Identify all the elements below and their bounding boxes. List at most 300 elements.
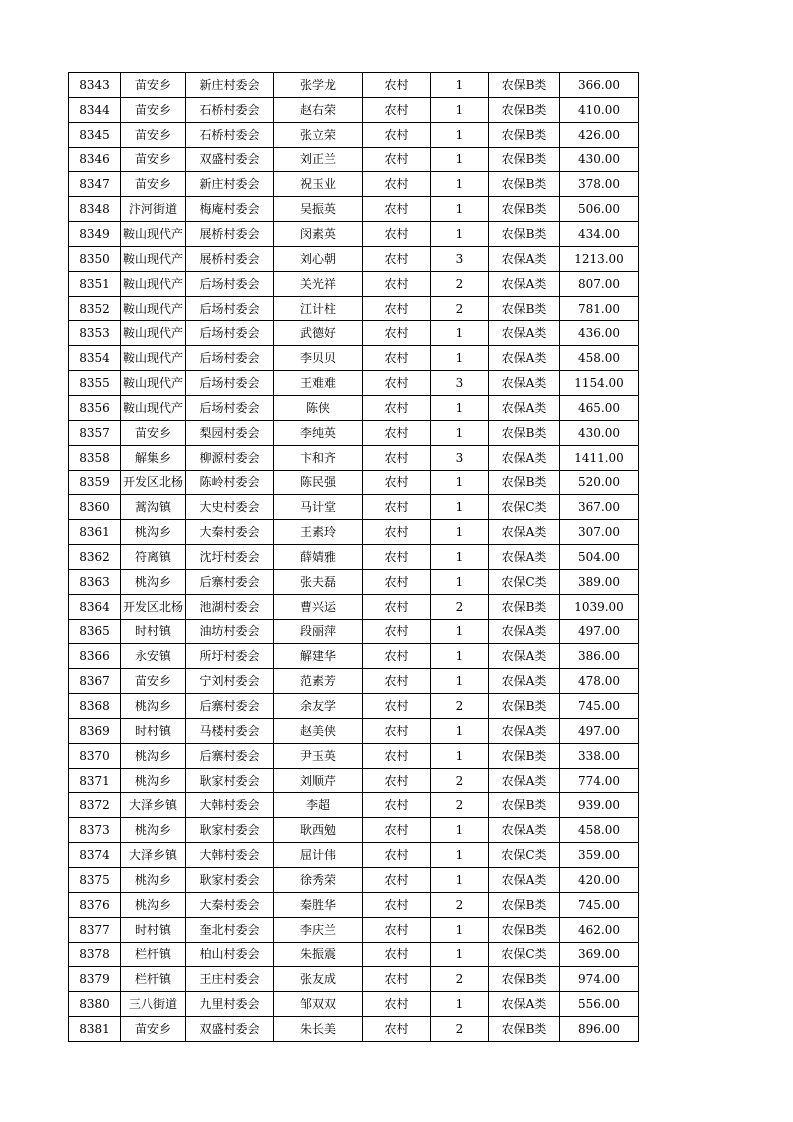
township-cell: 时村镇	[121, 718, 186, 743]
amount-cell: 366.00	[560, 73, 639, 98]
village-committee-cell: 展桥村委会	[186, 222, 274, 247]
insurance-category-cell: 农保A类	[489, 619, 560, 644]
area-type-cell: 农村	[363, 371, 431, 396]
person-name-cell: 李超	[274, 793, 363, 818]
township-cell: 栏杆镇	[121, 967, 186, 992]
village-committee-cell: 沈圩村委会	[186, 545, 274, 570]
village-committee-cell: 梅庵村委会	[186, 197, 274, 222]
person-name-cell: 武德好	[274, 321, 363, 346]
amount-cell: 420.00	[560, 868, 639, 893]
household-count-cell: 1	[431, 868, 489, 893]
amount-cell: 497.00	[560, 619, 639, 644]
township-cell: 汴河街道	[121, 197, 186, 222]
household-count-cell: 1	[431, 917, 489, 942]
person-name-cell: 秦胜华	[274, 892, 363, 917]
record-id-cell: 8372	[69, 793, 121, 818]
insurance-category-cell: 农保B类	[489, 917, 560, 942]
record-id-cell: 8375	[69, 868, 121, 893]
record-id-cell: 8367	[69, 669, 121, 694]
person-name-cell: 朱振震	[274, 942, 363, 967]
insurance-category-cell: 农保B类	[489, 694, 560, 719]
household-count-cell: 2	[431, 793, 489, 818]
amount-cell: 774.00	[560, 768, 639, 793]
table-row	[69, 917, 639, 942]
record-id-cell: 8361	[69, 520, 121, 545]
record-id-cell: 8350	[69, 246, 121, 271]
household-count-cell: 1	[431, 843, 489, 868]
household-count-cell: 2	[431, 768, 489, 793]
table-row	[69, 967, 639, 992]
insurance-category-cell: 农保A类	[489, 246, 560, 271]
area-type-cell: 农村	[363, 172, 431, 197]
area-type-cell: 农村	[363, 718, 431, 743]
person-name-cell: 邹双双	[274, 992, 363, 1017]
record-id-cell: 8368	[69, 694, 121, 719]
table-row	[69, 73, 639, 98]
insurance-category-cell: 农保B类	[489, 892, 560, 917]
record-id-cell: 8352	[69, 296, 121, 321]
table-row	[69, 395, 639, 420]
area-type-cell: 农村	[363, 569, 431, 594]
village-committee-cell: 大秦村委会	[186, 892, 274, 917]
amount-cell: 389.00	[560, 569, 639, 594]
household-count-cell: 3	[431, 371, 489, 396]
table-row	[69, 619, 639, 644]
household-count-cell: 1	[431, 743, 489, 768]
village-committee-cell: 宁刘村委会	[186, 669, 274, 694]
township-cell: 桃沟乡	[121, 569, 186, 594]
household-count-cell: 1	[431, 197, 489, 222]
village-committee-cell: 柏山村委会	[186, 942, 274, 967]
person-name-cell: 吴振英	[274, 197, 363, 222]
township-cell: 苗安乡	[121, 122, 186, 147]
person-name-cell: 王难难	[274, 371, 363, 396]
table-row	[69, 520, 639, 545]
record-id-cell: 8369	[69, 718, 121, 743]
household-count-cell: 1	[431, 992, 489, 1017]
area-type-cell: 农村	[363, 843, 431, 868]
table-row	[69, 892, 639, 917]
township-cell: 苗安乡	[121, 669, 186, 694]
insurance-category-cell: 农保B类	[489, 296, 560, 321]
amount-cell: 436.00	[560, 321, 639, 346]
household-count-cell: 1	[431, 569, 489, 594]
insurance-category-cell: 农保B类	[489, 594, 560, 619]
record-id-cell: 8344	[69, 97, 121, 122]
area-type-cell: 农村	[363, 1017, 431, 1042]
household-count-cell: 2	[431, 967, 489, 992]
records-table	[68, 72, 639, 1042]
record-id-cell: 8349	[69, 222, 121, 247]
insurance-category-cell: 农保B类	[489, 793, 560, 818]
village-committee-cell: 展桥村委会	[186, 246, 274, 271]
township-cell: 桃沟乡	[121, 520, 186, 545]
record-id-cell: 8374	[69, 843, 121, 868]
village-committee-cell: 陈岭村委会	[186, 470, 274, 495]
amount-cell: 1213.00	[560, 246, 639, 271]
amount-cell: 1039.00	[560, 594, 639, 619]
table-row	[69, 644, 639, 669]
amount-cell: 462.00	[560, 917, 639, 942]
village-committee-cell: 后场村委会	[186, 346, 274, 371]
insurance-category-cell: 农保B类	[489, 470, 560, 495]
household-count-cell: 2	[431, 296, 489, 321]
record-id-cell: 8377	[69, 917, 121, 942]
village-committee-cell: 耿家村委会	[186, 868, 274, 893]
area-type-cell: 农村	[363, 520, 431, 545]
person-name-cell: 张学龙	[274, 73, 363, 98]
village-committee-cell: 大韩村委会	[186, 793, 274, 818]
person-name-cell: 段丽萍	[274, 619, 363, 644]
village-committee-cell: 奎北村委会	[186, 917, 274, 942]
insurance-category-cell: 农保A类	[489, 346, 560, 371]
person-name-cell: 卞和齐	[274, 445, 363, 470]
village-committee-cell: 大史村委会	[186, 495, 274, 520]
person-name-cell: 祝玉业	[274, 172, 363, 197]
household-count-cell: 3	[431, 246, 489, 271]
table-row	[69, 222, 639, 247]
township-cell: 鞍山现代产	[121, 296, 186, 321]
insurance-category-cell: 农保C类	[489, 942, 560, 967]
amount-cell: 478.00	[560, 669, 639, 694]
insurance-category-cell: 农保C类	[489, 569, 560, 594]
township-cell: 鞍山现代产	[121, 222, 186, 247]
township-cell: 符离镇	[121, 545, 186, 570]
village-committee-cell: 油坊村委会	[186, 619, 274, 644]
table-row	[69, 122, 639, 147]
insurance-category-cell: 农保A类	[489, 718, 560, 743]
record-id-cell: 8370	[69, 743, 121, 768]
record-id-cell: 8373	[69, 818, 121, 843]
person-name-cell: 朱长美	[274, 1017, 363, 1042]
record-id-cell: 8360	[69, 495, 121, 520]
record-id-cell: 8356	[69, 395, 121, 420]
village-committee-cell: 大秦村委会	[186, 520, 274, 545]
township-cell: 蒿沟镇	[121, 495, 186, 520]
person-name-cell: 陈侠	[274, 395, 363, 420]
area-type-cell: 农村	[363, 420, 431, 445]
township-cell: 苗安乡	[121, 73, 186, 98]
person-name-cell: 张立荣	[274, 122, 363, 147]
village-committee-cell: 梨园村委会	[186, 420, 274, 445]
insurance-category-cell: 农保B类	[489, 147, 560, 172]
table-row	[69, 296, 639, 321]
person-name-cell: 屈计伟	[274, 843, 363, 868]
village-committee-cell: 后场村委会	[186, 321, 274, 346]
record-id-cell: 8381	[69, 1017, 121, 1042]
table-row	[69, 197, 639, 222]
insurance-category-cell: 农保B类	[489, 122, 560, 147]
amount-cell: 458.00	[560, 346, 639, 371]
household-count-cell: 1	[431, 346, 489, 371]
insurance-category-cell: 农保C类	[489, 843, 560, 868]
amount-cell: 434.00	[560, 222, 639, 247]
amount-cell: 504.00	[560, 545, 639, 570]
township-cell: 苗安乡	[121, 147, 186, 172]
person-name-cell: 耿西勉	[274, 818, 363, 843]
household-count-cell: 1	[431, 470, 489, 495]
household-count-cell: 1	[431, 321, 489, 346]
household-count-cell: 1	[431, 147, 489, 172]
person-name-cell: 关光祥	[274, 271, 363, 296]
township-cell: 苗安乡	[121, 1017, 186, 1042]
village-committee-cell: 双盛村委会	[186, 147, 274, 172]
table-row	[69, 97, 639, 122]
insurance-category-cell: 农保A类	[489, 644, 560, 669]
village-committee-cell: 后场村委会	[186, 271, 274, 296]
person-name-cell: 刘心朝	[274, 246, 363, 271]
person-name-cell: 刘顺芹	[274, 768, 363, 793]
area-type-cell: 农村	[363, 271, 431, 296]
township-cell: 鞍山现代产	[121, 271, 186, 296]
record-id-cell: 8353	[69, 321, 121, 346]
village-committee-cell: 石桥村委会	[186, 97, 274, 122]
village-committee-cell: 新庄村委会	[186, 73, 274, 98]
amount-cell: 497.00	[560, 718, 639, 743]
household-count-cell: 1	[431, 644, 489, 669]
area-type-cell: 农村	[363, 743, 431, 768]
insurance-category-cell: 农保A类	[489, 545, 560, 570]
amount-cell: 556.00	[560, 992, 639, 1017]
household-count-cell: 1	[431, 545, 489, 570]
area-type-cell: 农村	[363, 818, 431, 843]
village-committee-cell: 耿家村委会	[186, 768, 274, 793]
insurance-category-cell: 农保B类	[489, 420, 560, 445]
village-committee-cell: 后场村委会	[186, 296, 274, 321]
insurance-category-cell: 农保A类	[489, 321, 560, 346]
amount-cell: 896.00	[560, 1017, 639, 1042]
village-committee-cell: 大韩村委会	[186, 843, 274, 868]
records-table-body	[69, 73, 639, 1042]
village-committee-cell: 九里村委会	[186, 992, 274, 1017]
area-type-cell: 农村	[363, 992, 431, 1017]
township-cell: 栏杆镇	[121, 942, 186, 967]
record-id-cell: 8354	[69, 346, 121, 371]
township-cell: 桃沟乡	[121, 743, 186, 768]
record-id-cell: 8343	[69, 73, 121, 98]
table-row	[69, 868, 639, 893]
township-cell: 鞍山现代产	[121, 395, 186, 420]
area-type-cell: 农村	[363, 73, 431, 98]
household-count-cell: 1	[431, 718, 489, 743]
amount-cell: 520.00	[560, 470, 639, 495]
person-name-cell: 余友学	[274, 694, 363, 719]
table-row	[69, 495, 639, 520]
person-name-cell: 马计堂	[274, 495, 363, 520]
area-type-cell: 农村	[363, 669, 431, 694]
record-id-cell: 8376	[69, 892, 121, 917]
person-name-cell: 薛婧雅	[274, 545, 363, 570]
record-id-cell: 8378	[69, 942, 121, 967]
household-count-cell: 1	[431, 97, 489, 122]
record-id-cell: 8362	[69, 545, 121, 570]
record-id-cell: 8351	[69, 271, 121, 296]
table-row	[69, 718, 639, 743]
table-row	[69, 420, 639, 445]
amount-cell: 367.00	[560, 495, 639, 520]
township-cell: 三八街道	[121, 992, 186, 1017]
person-name-cell: 李纯英	[274, 420, 363, 445]
township-cell: 时村镇	[121, 619, 186, 644]
area-type-cell: 农村	[363, 222, 431, 247]
household-count-cell: 2	[431, 694, 489, 719]
village-committee-cell: 马楼村委会	[186, 718, 274, 743]
record-id-cell: 8364	[69, 594, 121, 619]
village-committee-cell: 池湖村委会	[186, 594, 274, 619]
township-cell: 开发区北杨	[121, 470, 186, 495]
area-type-cell: 农村	[363, 793, 431, 818]
area-type-cell: 农村	[363, 594, 431, 619]
amount-cell: 369.00	[560, 942, 639, 967]
area-type-cell: 农村	[363, 445, 431, 470]
person-name-cell: 张夫磊	[274, 569, 363, 594]
record-id-cell: 8366	[69, 644, 121, 669]
record-id-cell: 8345	[69, 122, 121, 147]
table-row	[69, 793, 639, 818]
township-cell: 桃沟乡	[121, 868, 186, 893]
amount-cell: 430.00	[560, 147, 639, 172]
area-type-cell: 农村	[363, 644, 431, 669]
table-row	[69, 768, 639, 793]
household-count-cell: 1	[431, 818, 489, 843]
amount-cell: 1411.00	[560, 445, 639, 470]
household-count-cell: 3	[431, 445, 489, 470]
village-committee-cell: 柳源村委会	[186, 445, 274, 470]
table-row	[69, 147, 639, 172]
area-type-cell: 农村	[363, 868, 431, 893]
village-committee-cell: 后寨村委会	[186, 743, 274, 768]
insurance-category-cell: 农保B类	[489, 97, 560, 122]
household-count-cell: 1	[431, 222, 489, 247]
insurance-category-cell: 农保B类	[489, 967, 560, 992]
record-id-cell: 8365	[69, 619, 121, 644]
person-name-cell: 赵右荣	[274, 97, 363, 122]
insurance-category-cell: 农保A类	[489, 669, 560, 694]
village-committee-cell: 后场村委会	[186, 395, 274, 420]
record-id-cell: 8357	[69, 420, 121, 445]
area-type-cell: 农村	[363, 470, 431, 495]
township-cell: 永安镇	[121, 644, 186, 669]
village-committee-cell: 后寨村委会	[186, 694, 274, 719]
village-committee-cell: 新庄村委会	[186, 172, 274, 197]
amount-cell: 430.00	[560, 420, 639, 445]
person-name-cell: 王素玲	[274, 520, 363, 545]
township-cell: 苗安乡	[121, 172, 186, 197]
household-count-cell: 2	[431, 594, 489, 619]
household-count-cell: 1	[431, 520, 489, 545]
area-type-cell: 农村	[363, 246, 431, 271]
amount-cell: 386.00	[560, 644, 639, 669]
township-cell: 苗安乡	[121, 420, 186, 445]
record-id-cell: 8379	[69, 967, 121, 992]
township-cell: 苗安乡	[121, 97, 186, 122]
township-cell: 大泽乡镇	[121, 793, 186, 818]
township-cell: 鞍山现代产	[121, 346, 186, 371]
area-type-cell: 农村	[363, 967, 431, 992]
person-name-cell: 范素芳	[274, 669, 363, 694]
village-committee-cell: 王庄村委会	[186, 967, 274, 992]
insurance-category-cell: 农保A类	[489, 818, 560, 843]
table-row	[69, 1017, 639, 1042]
table-row	[69, 743, 639, 768]
household-count-cell: 1	[431, 619, 489, 644]
household-count-cell: 1	[431, 495, 489, 520]
record-id-cell: 8380	[69, 992, 121, 1017]
record-id-cell: 8358	[69, 445, 121, 470]
amount-cell: 745.00	[560, 694, 639, 719]
record-id-cell: 8355	[69, 371, 121, 396]
village-committee-cell: 耿家村委会	[186, 818, 274, 843]
insurance-category-cell: 农保B类	[489, 1017, 560, 1042]
table-row	[69, 445, 639, 470]
township-cell: 时村镇	[121, 917, 186, 942]
amount-cell: 458.00	[560, 818, 639, 843]
area-type-cell: 农村	[363, 197, 431, 222]
amount-cell: 426.00	[560, 122, 639, 147]
table-row	[69, 669, 639, 694]
household-count-cell: 1	[431, 73, 489, 98]
township-cell: 桃沟乡	[121, 892, 186, 917]
village-committee-cell: 后寨村委会	[186, 569, 274, 594]
person-name-cell: 尹玉英	[274, 743, 363, 768]
area-type-cell: 农村	[363, 917, 431, 942]
record-id-cell: 8371	[69, 768, 121, 793]
household-count-cell: 2	[431, 1017, 489, 1042]
household-count-cell: 1	[431, 122, 489, 147]
amount-cell: 338.00	[560, 743, 639, 768]
amount-cell: 939.00	[560, 793, 639, 818]
person-name-cell: 闵素英	[274, 222, 363, 247]
record-id-cell: 8347	[69, 172, 121, 197]
amount-cell: 410.00	[560, 97, 639, 122]
area-type-cell: 农村	[363, 545, 431, 570]
table-row	[69, 246, 639, 271]
household-count-cell: 1	[431, 395, 489, 420]
amount-cell: 307.00	[560, 520, 639, 545]
amount-cell: 465.00	[560, 395, 639, 420]
township-cell: 桃沟乡	[121, 768, 186, 793]
area-type-cell: 农村	[363, 892, 431, 917]
table-row	[69, 346, 639, 371]
amount-cell: 974.00	[560, 967, 639, 992]
insurance-category-cell: 农保B类	[489, 197, 560, 222]
person-name-cell: 曹兴运	[274, 594, 363, 619]
township-cell: 开发区北杨	[121, 594, 186, 619]
village-committee-cell: 石桥村委会	[186, 122, 274, 147]
area-type-cell: 农村	[363, 346, 431, 371]
household-count-cell: 1	[431, 942, 489, 967]
insurance-category-cell: 农保A类	[489, 271, 560, 296]
amount-cell: 378.00	[560, 172, 639, 197]
person-name-cell: 江计柱	[274, 296, 363, 321]
amount-cell: 807.00	[560, 271, 639, 296]
insurance-category-cell: 农保A类	[489, 520, 560, 545]
insurance-category-cell: 农保B类	[489, 73, 560, 98]
person-name-cell: 赵美侠	[274, 718, 363, 743]
household-count-cell: 1	[431, 420, 489, 445]
village-committee-cell: 双盛村委会	[186, 1017, 274, 1042]
amount-cell: 506.00	[560, 197, 639, 222]
table-row	[69, 694, 639, 719]
amount-cell: 745.00	[560, 892, 639, 917]
person-name-cell: 解建华	[274, 644, 363, 669]
table-row	[69, 172, 639, 197]
township-cell: 鞍山现代产	[121, 371, 186, 396]
area-type-cell: 农村	[363, 147, 431, 172]
insurance-category-cell: 农保A类	[489, 445, 560, 470]
area-type-cell: 农村	[363, 942, 431, 967]
insurance-category-cell: 农保B类	[489, 743, 560, 768]
